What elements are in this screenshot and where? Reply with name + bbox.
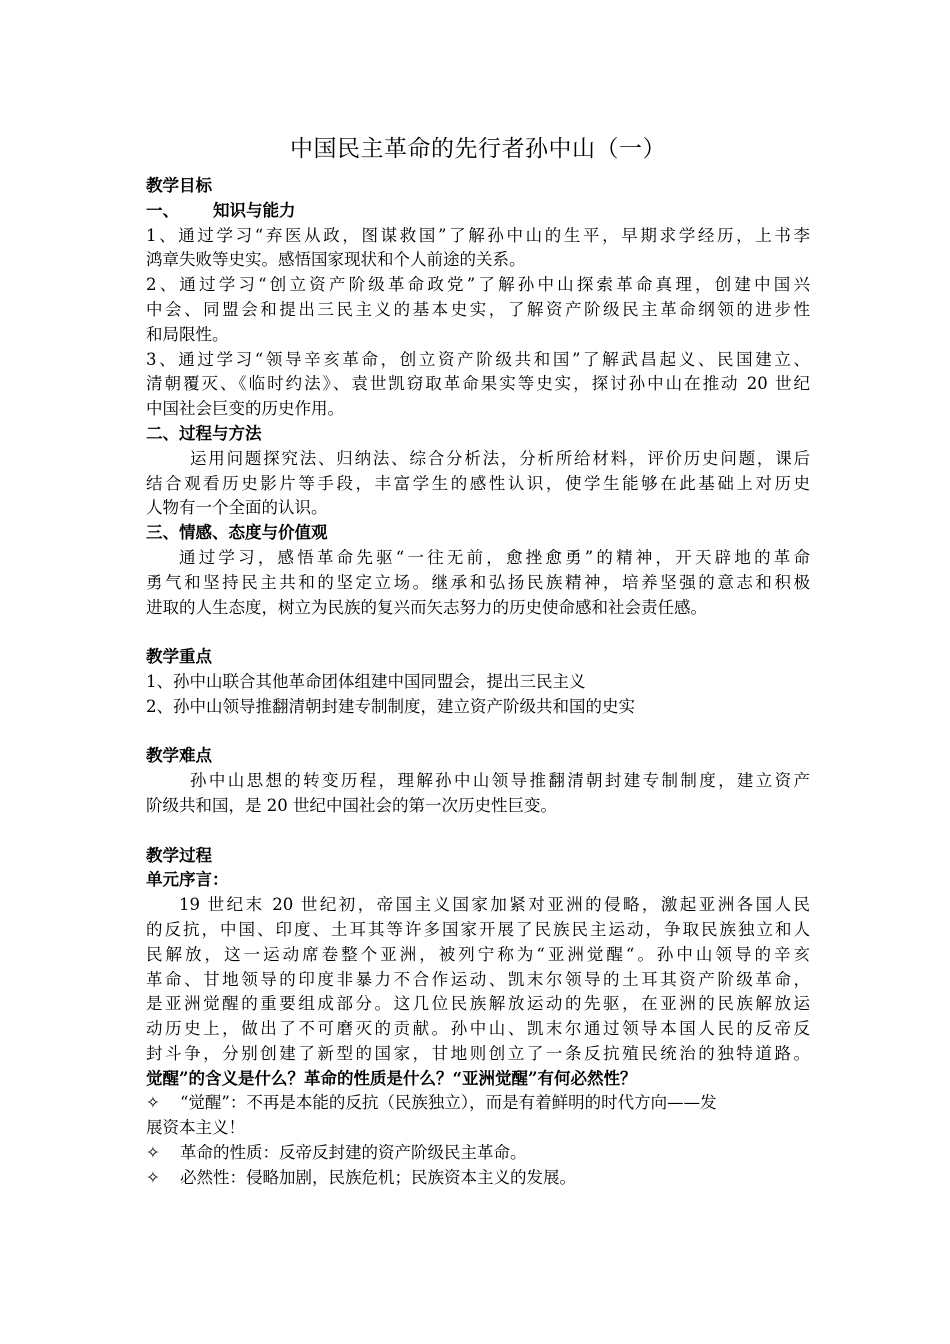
- document-body: [146, 174, 810, 1191]
- difficulties-heading: 教学难点: [146, 746, 212, 766]
- paragraph-line: 民解放，这一运动席卷整个亚洲，被列宁称为“亚洲觉醒“。孙中山领导的辛亥: [146, 944, 810, 964]
- key-points-heading: 教学重点: [146, 647, 212, 667]
- section-label: 知识与能力: [213, 200, 296, 220]
- list-item: 1、孙中山联合其他革命团体组建中国同盟会，提出三民主义: [146, 671, 586, 691]
- paragraph-line: 结合观看历史影片等手段，丰富学生的感性认识，使学生能够在此基础上对历史: [146, 473, 810, 493]
- bullet-item: [146, 1166, 810, 1191]
- paragraph-line: 阶级共和国，是 20 世纪中国社会的第一次历史性巨变。: [146, 795, 557, 815]
- process-subheading: 单元序言：: [146, 870, 229, 890]
- paragraph-line: 中国社会巨变的历史作用。: [146, 399, 344, 419]
- list-item: 2、孙中山领导推翻清朝封建专制制度，建立资产阶级共和国的史实: [146, 696, 635, 716]
- paragraph-line: 中会、同盟会和提出三民主义的基本史实，了解资产阶级民主革命纲领的进步性: [146, 299, 810, 319]
- question-line: 觉醒”的含义是什么？革命的性质是什么？“亚洲觉醒”有何必然性？: [146, 1068, 637, 1088]
- document-title: 中国民主革命的先行者孙中山（一）: [290, 136, 666, 162]
- paragraph-line: 人物有一个全面的认识。: [146, 498, 328, 518]
- bullet-item: [146, 1091, 810, 1116]
- paragraph-line: 展资本主义！: [146, 1118, 245, 1138]
- paragraph-line: 运用问题探究法、归纳法、综合分析法，分析所给材料，评价历史问题，课后: [190, 448, 810, 468]
- section-knowledge-heading: [146, 199, 810, 224]
- objectives-heading: 教学目标: [146, 176, 212, 195]
- bullet-text: “觉醒”：不再是本能的反抗（民族独立），而是有着鲜明的时代方向——发: [180, 1093, 717, 1113]
- bullet-text: 革命的性质：反帝反封建的资产阶级民主革命。: [180, 1143, 527, 1163]
- paragraph-line: 动历史上，做出了不可磨灭的贡献。孙中山、凯末尔通过领导本国人民的反帝反: [146, 1019, 810, 1039]
- paragraph-line: 2、通过学习“创立资产阶级革命政党”了解孙中山探索革命真理，创建中国兴: [146, 275, 810, 295]
- paragraph-line: 清朝覆灭、《临时约法》、袁世凯窃取革命果实等史实，探讨孙中山在推动 20 世纪: [146, 374, 810, 394]
- paragraph-line: 1、通过学习“弃医从政，图谋救国”了解孙中山的生平，早期求学经历，上书李: [146, 225, 810, 245]
- paragraph-line: 的反抗，中国、印度、土耳其等许多国家开展了民族民主运动，争取民族独立和人: [146, 919, 810, 939]
- section-values-heading: 三、情感、态度与价值观: [146, 523, 328, 543]
- section-number: 一、: [146, 200, 179, 220]
- paragraph-line: 革命、甘地领导的印度非暴力不合作运动、凯末尔领导的土耳其资产阶级革命，: [146, 969, 810, 989]
- bullet-icon: ✧: [146, 1093, 160, 1113]
- bullet-text: 必然性：侵略加剧，民族危机；民族资本主义的发展。: [180, 1167, 576, 1187]
- paragraph-line: 勇气和坚持民主共和的坚定立场。继承和弘扬民族精神，培养坚强的意志和积极: [146, 572, 810, 592]
- paragraph-line: 进取的人生态度，树立为民族的复兴而矢志努力的历史使命感和社会责任感。: [146, 597, 707, 617]
- paragraph-line: 和局限性。: [146, 324, 229, 344]
- bullet-icon: ✧: [146, 1143, 160, 1163]
- paragraph-line: 封斗争，分别创建了新型的国家，甘地则创立了一条反抗殖民统治的独特道路。: [146, 1043, 810, 1063]
- bullet-icon: ✧: [146, 1167, 160, 1187]
- process-heading: 教学过程: [146, 845, 212, 865]
- section-process-heading: 二、过程与方法: [146, 423, 262, 443]
- paragraph-line: 是亚洲觉醒的重要组成部分。这几位民族解放运动的先驱，在亚洲的民族解放运: [146, 994, 810, 1014]
- bullet-item: [146, 1141, 810, 1166]
- paragraph-line: 3、通过学习“领导辛亥革命，创立资产阶级共和国”了解武昌起义、民国建立、: [146, 349, 810, 369]
- paragraph-line: 通过学习，感悟革命先驱“一往无前，愈挫愈勇”的精神，开天辟地的革命: [179, 547, 810, 567]
- paragraph-line: 19 世纪末 20 世纪初，帝国主义国家加紧对亚洲的侵略，激起亚洲各国人民: [179, 895, 810, 915]
- paragraph-line: 孙中山思想的转变历程，理解孙中山领导推翻清朝封建专制制度，建立资产: [190, 771, 810, 791]
- paragraph-line: 鸿章失败等史实。感悟国家现状和个人前途的关系。: [146, 250, 526, 270]
